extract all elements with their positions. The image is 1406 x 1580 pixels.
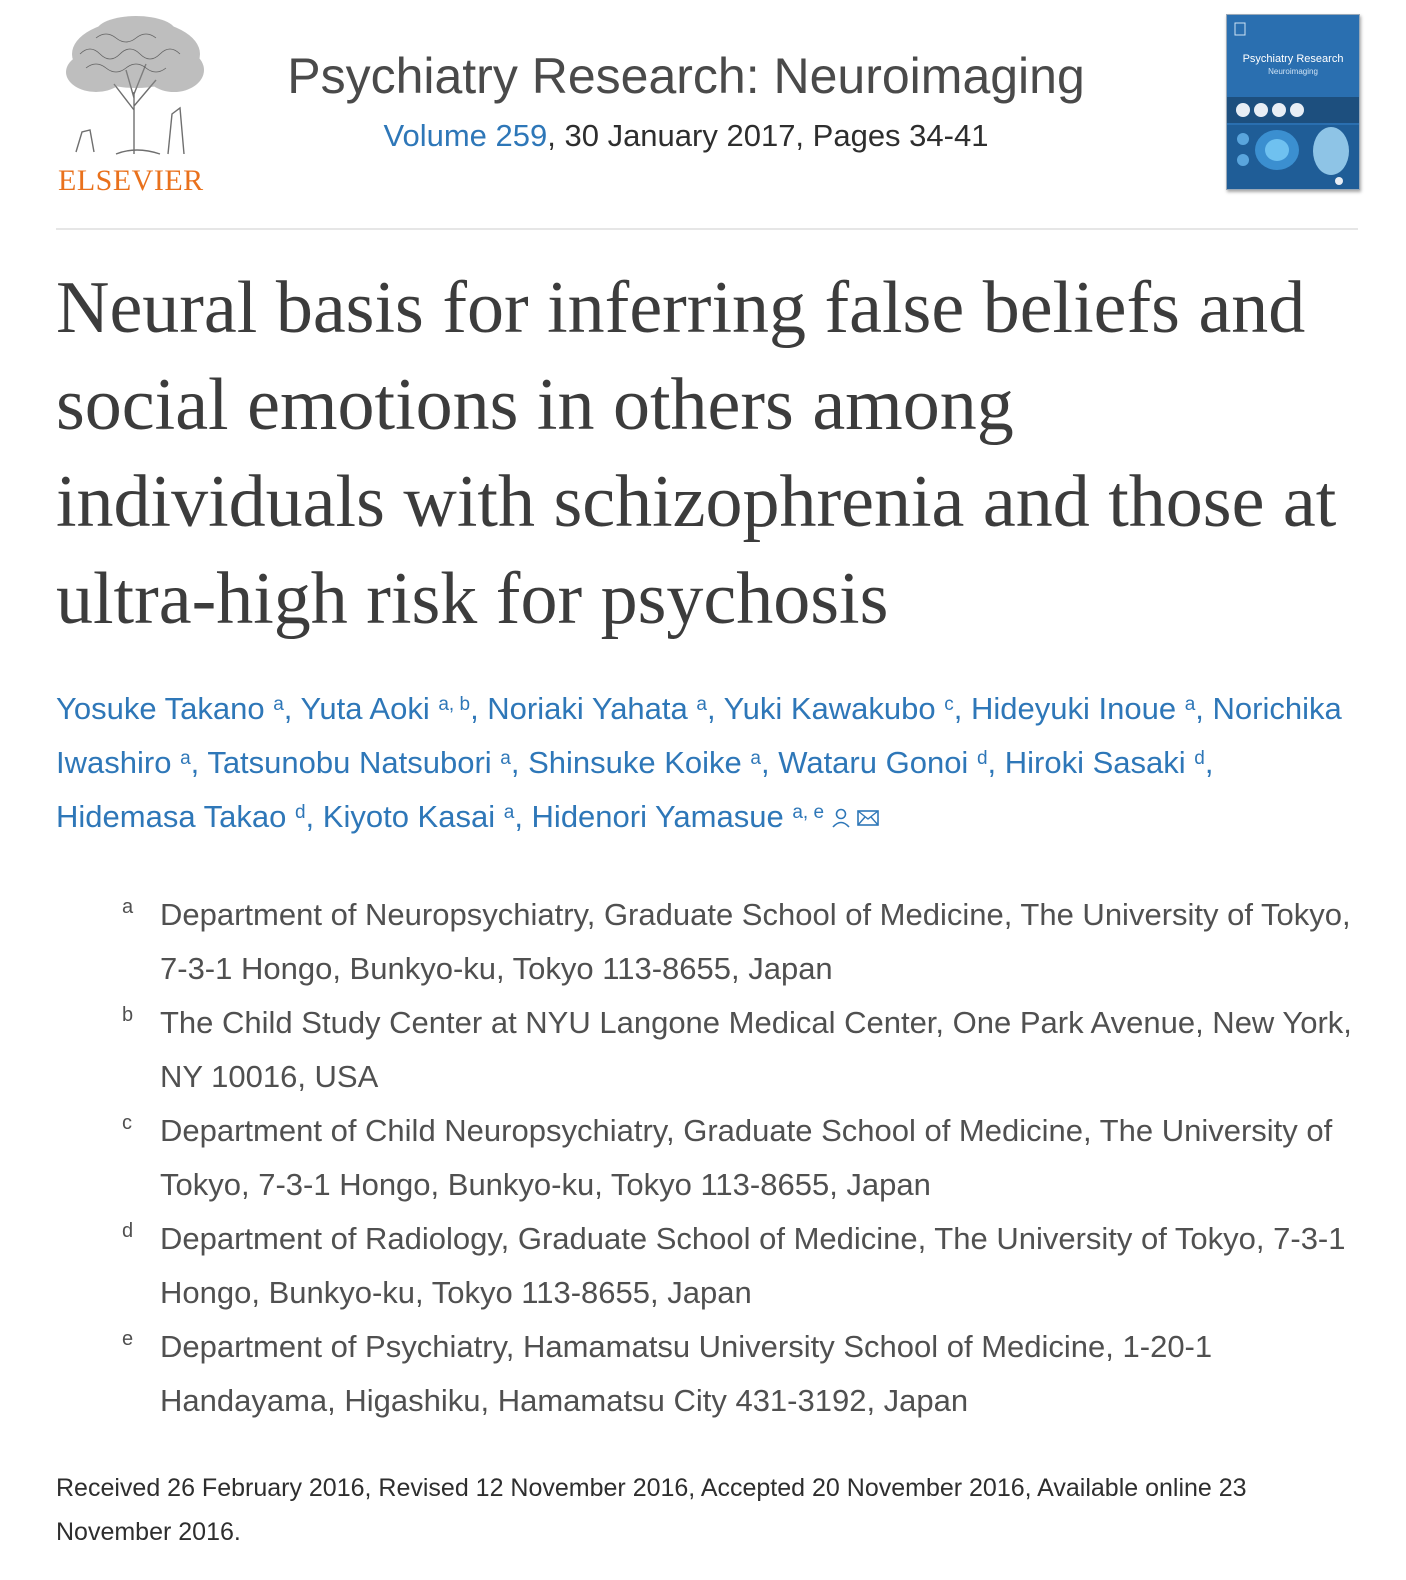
author-list: [56, 682, 1356, 846]
author-name[interactable]: Kiyoto Kasai: [322, 799, 496, 834]
elsevier-tree-icon: [56, 14, 216, 162]
issue-date-pages: , 30 January 2017, Pages 34-41: [547, 118, 989, 153]
affiliation-item: [120, 1104, 1360, 1212]
author-separator: ,: [1195, 691, 1213, 726]
author-affiliation-ref[interactable]: d: [294, 802, 306, 823]
author-name[interactable]: Yuki Kawakubo: [723, 691, 936, 726]
author-affiliation-ref[interactable]: d: [976, 748, 988, 769]
article-title: Neural basis for inferring false beliefs and social emotions in others among individuals with schizophrenia and those at ultra-high risk for psychosis: [56, 267, 1337, 640]
author-separator: ,: [706, 691, 724, 726]
header-divider: [56, 228, 1358, 230]
cover-image: [1227, 15, 1359, 189]
author-affiliation-ref[interactable]: c: [944, 694, 954, 715]
author-affiliation-ref[interactable]: a: [696, 694, 707, 715]
affiliation-label: b: [122, 1004, 134, 1026]
author-affiliation-ref[interactable]: a: [750, 748, 761, 769]
author-affiliation-ref[interactable]: a: [273, 694, 284, 715]
person-icon[interactable]: [830, 807, 852, 829]
author-separator: ,: [760, 745, 779, 780]
affiliation-text: Department of Psychiatry, Hamamatsu University School of Medicine, 1-20-1 Handayama, Higashiku, Hamamatsu City 431-3192, Japan: [160, 1329, 1213, 1418]
article-history: Received 26 February 2016, Revised 12 November 2016, Accepted 20 November 2016, Available online 23 November 2016.: [56, 1474, 1247, 1546]
author-name[interactable]: Wataru Gonoi: [778, 745, 969, 780]
affiliation-text: Department of Radiology, Graduate School of Medicine, The University of Tokyo, 7-3-1 Hongo, Bunkyo-ku, Tokyo 113-8655, Japan: [160, 1221, 1346, 1310]
envelope-icon[interactable]: [856, 807, 880, 829]
author-name[interactable]: Tatsunobu Natsubori: [207, 745, 492, 780]
affiliation-text: Department of Neuropsychiatry, Graduate School of Medicine, The University of Tokyo, 7-3-1 Hongo, Bunkyo-ku, Tokyo 113-8655, Japan: [160, 897, 1351, 986]
author-affiliation-ref[interactable]: a: [500, 748, 511, 769]
article-header: [56, 14, 1362, 214]
corresponding-author-icons: [830, 792, 880, 846]
author-name[interactable]: Hidemasa Takao: [56, 799, 287, 834]
cover-subtitle: Neuroimaging: [1268, 67, 1318, 76]
journal-info: [246, 44, 1126, 156]
affiliation-item: [120, 1212, 1360, 1320]
journal-cover[interactable]: [1226, 14, 1360, 190]
author-name[interactable]: Hiroki Sasaki: [1004, 745, 1186, 780]
author-separator: ,: [514, 799, 532, 834]
author-separator: ,: [190, 745, 208, 780]
publisher-name: ELSEVIER: [58, 164, 204, 197]
author-separator: ,: [510, 745, 529, 780]
author-name[interactable]: Hideyuki Inoue: [971, 691, 1177, 726]
author-affiliation-ref[interactable]: d: [1194, 748, 1205, 769]
author-name[interactable]: Norichika Iwashiro: [56, 691, 1342, 780]
elsevier-logo[interactable]: [56, 14, 216, 197]
affiliation-item: [120, 1320, 1360, 1428]
author-separator: ,: [283, 691, 301, 726]
author-name[interactable]: Yuta Aoki: [300, 691, 430, 726]
journal-meta: [246, 116, 1126, 156]
journal-title[interactable]: Psychiatry Research: Neuroimaging: [287, 48, 1085, 104]
affiliation-label: e: [122, 1328, 134, 1350]
author-separator: ,: [305, 799, 323, 834]
affiliation-item: [120, 888, 1360, 996]
author-affiliation-ref[interactable]: a: [503, 802, 515, 823]
author-separator: ,: [953, 691, 971, 726]
author-affiliation-ref[interactable]: a, e: [792, 802, 825, 823]
author-separator: ,: [987, 745, 1005, 780]
author-separator: ,: [1204, 745, 1214, 780]
affiliation-label: c: [122, 1112, 132, 1134]
affiliation-item: [120, 996, 1360, 1104]
affiliation-label: d: [122, 1220, 134, 1242]
affiliation-list: [120, 888, 1360, 1428]
author-affiliation-ref[interactable]: a, b: [438, 694, 471, 715]
author-name[interactable]: Shinsuke Koike: [528, 745, 742, 780]
author-separator: ,: [470, 691, 488, 726]
author-name[interactable]: Hidenori Yamasue: [531, 799, 784, 834]
cover-title: Psychiatry Research: [1242, 53, 1344, 65]
author-affiliation-ref[interactable]: a: [180, 748, 191, 769]
author-name[interactable]: Noriaki Yahata: [487, 691, 688, 726]
affiliation-text: Department of Child Neuropsychiatry, Graduate School of Medicine, The University of Tokyo, 7-3-1 Hongo, Bunkyo-ku, Tokyo 113-8655, Japan: [160, 1113, 1333, 1202]
author-affiliation-ref[interactable]: a: [1184, 694, 1196, 715]
author-name[interactable]: Yosuke Takano: [56, 691, 265, 726]
affiliation-label: a: [122, 896, 134, 918]
volume-link[interactable]: Volume 259: [383, 118, 548, 153]
affiliation-text: The Child Study Center at NYU Langone Medical Center, One Park Avenue, New York, NY 10016, USA: [160, 1005, 1352, 1094]
